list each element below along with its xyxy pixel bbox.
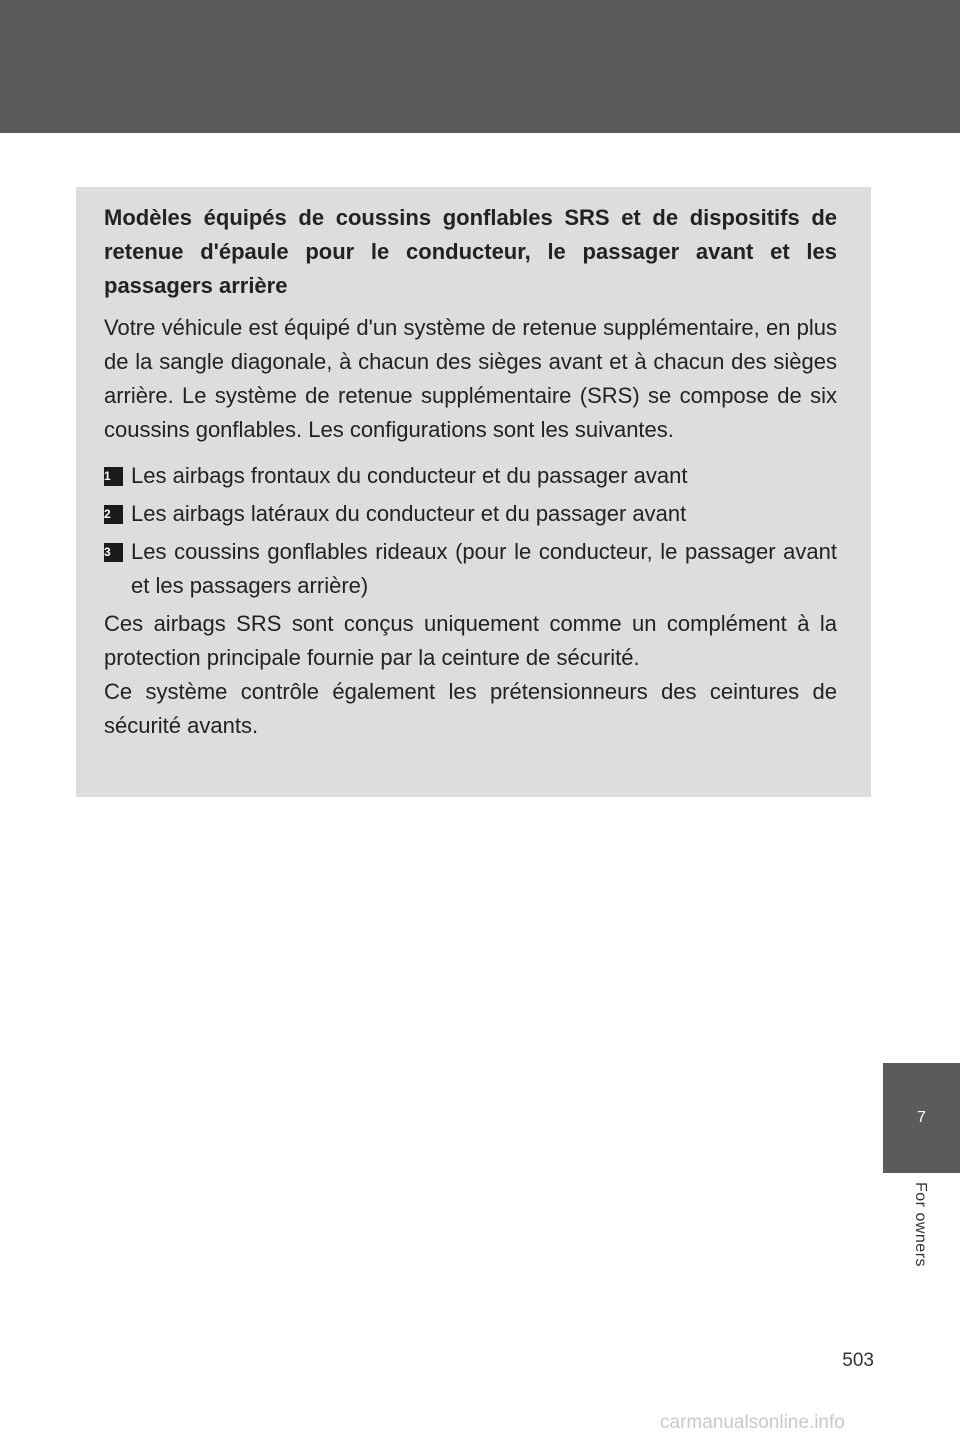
chapter-tab xyxy=(883,1063,960,1173)
chapter-label: For owners xyxy=(912,1182,929,1268)
list-item xyxy=(104,459,837,493)
watermark: carmanualsonline.info xyxy=(660,1412,845,1433)
list-item xyxy=(104,535,837,603)
closing-paragraph-1: Ces airbags SRS sont conçus uniquement comme un complément à la protection principale fournie par la ceinture de sécurité. xyxy=(104,611,837,670)
number-3-icon: 3 xyxy=(104,543,123,562)
list-item-text: Les airbags frontaux du conducteur et du passager avant xyxy=(131,463,688,488)
box-title: Modèles équipés de coussins gonflables SRS et de dispositifs de retenue d'épaule pour le conducteur, le passager avant et les passagers arrière xyxy=(104,205,837,298)
closing-paragraph-2: Ce système contrôle également les prétensionneurs des ceintures de sécurité avants. xyxy=(104,679,837,738)
number-2-icon: 2 xyxy=(104,505,123,524)
page-number: 503 xyxy=(842,1350,874,1371)
number-1-icon: 1 xyxy=(104,467,123,486)
top-header-band xyxy=(0,0,960,133)
list-item xyxy=(104,497,837,531)
list-item-text: Les coussins gonflables rideaux (pour le conducteur, le passager avant et les passagers arrière) xyxy=(131,539,837,598)
list-item-text: Les airbags latéraux du conducteur et du passager avant xyxy=(131,501,687,526)
chapter-number: 7 xyxy=(917,1109,926,1126)
intro-paragraph: Votre véhicule est équipé d'un système de retenue supplémentaire, en plus de la sangle diagonale, à chacun des sièges avant et à chacun des sièges arrière. Le système de retenue supplémentaire (SRS) se compose de six coussins gonflables. Les configurations sont les suivantes. xyxy=(104,315,837,442)
info-box xyxy=(76,187,871,797)
